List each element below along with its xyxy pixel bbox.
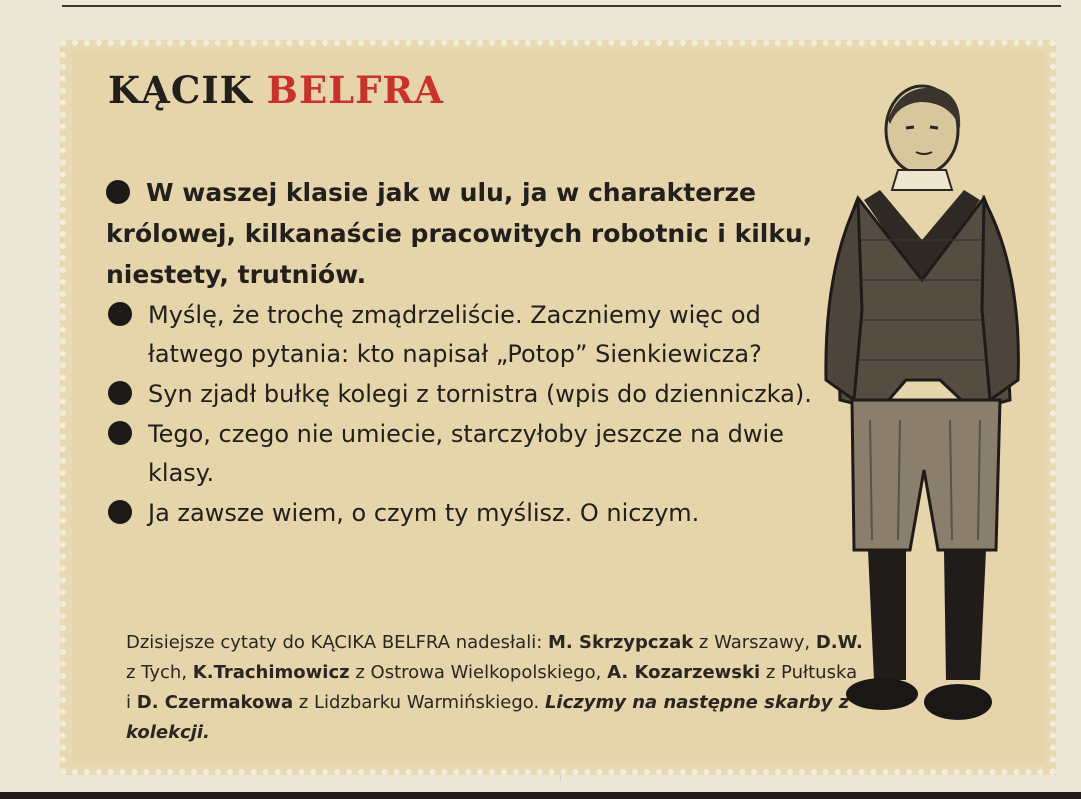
page-title <box>108 68 444 112</box>
contributor-name: K.Trachimowicz <box>192 662 350 683</box>
contributor-name: M. Skrzypczak <box>548 632 694 653</box>
contributor-town: z Tych, <box>126 662 188 683</box>
quote-text: Syn zjadł bułkę kolegi z tornistra (wpis do dzienniczka). <box>148 380 812 408</box>
bullet-icon <box>108 302 132 326</box>
contributor-name: D.W. <box>815 632 863 653</box>
quote-item <box>106 172 841 295</box>
quote-text: Tego, czego nie umiecie, starczyłoby jeszcze na dwie klasy. <box>148 420 784 487</box>
quote-text: W waszej klasie jak w ulu, ja w charakterze królowej, kilkanaście pracowitych robotnic i kilku, niestety, trutniów. <box>106 178 813 289</box>
quotes-list <box>106 172 841 533</box>
top-rule <box>62 5 1061 7</box>
quote-item <box>106 494 841 533</box>
quote-item <box>106 296 841 374</box>
quote-item <box>106 375 841 414</box>
bullet-icon <box>108 421 132 445</box>
boy-illustration <box>810 80 1040 760</box>
contributor-name: A. Kozarzewski <box>607 662 761 683</box>
bullet-icon <box>108 381 132 405</box>
credits <box>126 628 866 748</box>
contributor-town: z Warszawy, <box>698 632 811 653</box>
contributor-town: z Lidzbarku Warmińskiego. <box>298 692 540 713</box>
contributor-town: z Pułtuska i <box>126 662 858 713</box>
title-red: BELFRA <box>266 68 444 112</box>
credits-intro: Dzisiejsze cytaty do KĄCIKA BELFRA nadesłali: <box>126 632 543 653</box>
bullet-icon <box>106 180 130 204</box>
contributor-name: D. Czermakowa <box>136 692 294 713</box>
bottom-rule <box>0 792 1081 799</box>
quote-text: Myślę, że trochę zmądrzeliście. Zaczniemy więc od łatwego pytania: kto napisał „Potop” Sienkiewicza? <box>148 301 762 368</box>
credits-closing: Liczymy na następne skarby z kolekcji. <box>126 692 850 743</box>
title-black: KĄCIK <box>108 68 253 112</box>
contributor-town: z Ostrowa Wielkopolskiego, <box>355 662 602 683</box>
bullet-icon <box>108 500 132 524</box>
quote-item <box>106 415 841 493</box>
quote-text: Ja zawsze wiem, o czym ty myślisz. O niczym. <box>148 499 700 527</box>
